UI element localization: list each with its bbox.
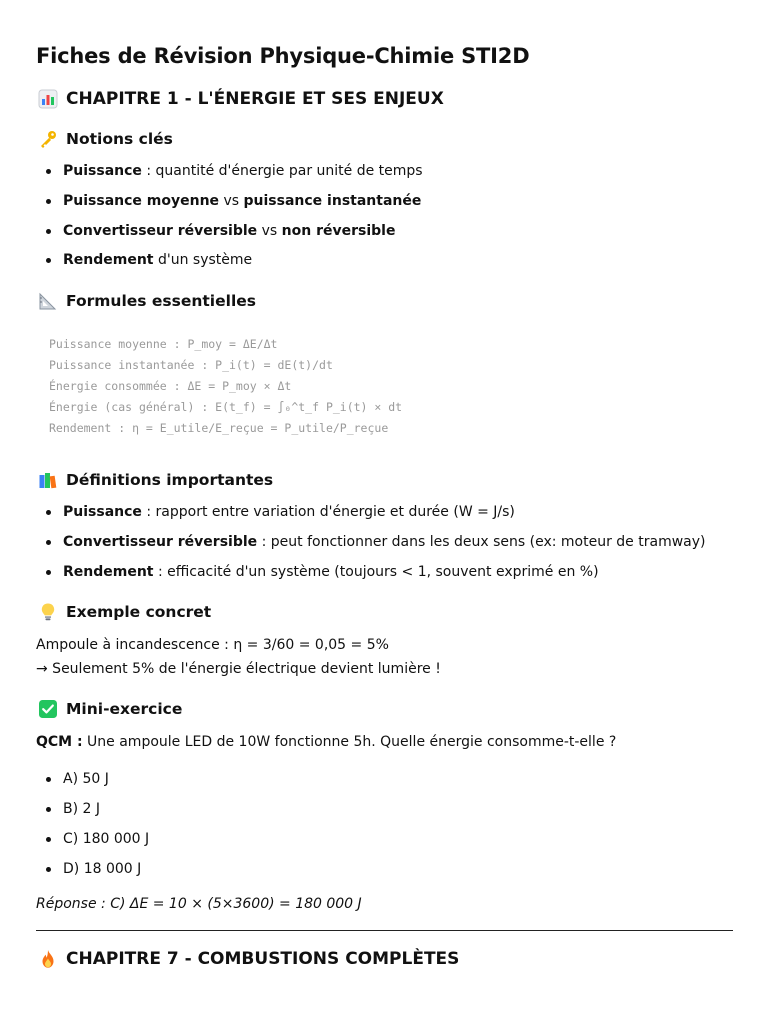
notion-text: : quantité d'énergie par unité de temps bbox=[141, 163, 423, 179]
definition-text: : peut fonctionner dans les deux sens (ex: moteur de tramway) bbox=[257, 534, 706, 550]
document-title: Fiches de Révision Physique-Chimie STI2D bbox=[36, 44, 530, 68]
qcm-question bbox=[36, 732, 616, 752]
list-item bbox=[36, 502, 705, 522]
list-item bbox=[36, 191, 423, 211]
notion-term-2: puissance instantanée bbox=[243, 193, 422, 209]
notions-list bbox=[36, 161, 423, 270]
formulas-code-block bbox=[49, 334, 402, 439]
fire-icon bbox=[38, 949, 58, 969]
formula-line: Énergie consommée : ΔE = P_moy × Δt bbox=[49, 379, 292, 393]
qcm-option: D) 18 000 J bbox=[36, 859, 149, 879]
light-bulb-icon bbox=[38, 602, 58, 622]
example-line: Ampoule à incandescence : η = 3/60 = 0,05 = 5% bbox=[36, 637, 389, 653]
notion-text: d'un système bbox=[153, 252, 253, 268]
list-item bbox=[36, 161, 423, 181]
list-item bbox=[36, 250, 423, 270]
books-icon bbox=[38, 470, 58, 490]
definition-text: : rapport entre variation d'énergie et durée (W = J/s) bbox=[141, 504, 515, 520]
definitions-heading bbox=[38, 470, 273, 490]
notion-term: Convertisseur réversible bbox=[63, 223, 258, 239]
formules-heading-label: Formules essentielles bbox=[66, 292, 256, 310]
list-item bbox=[36, 221, 423, 241]
formula-line: Puissance moyenne : P_moy = ΔE/Δt bbox=[49, 337, 278, 351]
notions-heading-label: Notions clés bbox=[66, 130, 173, 148]
formula-line: Rendement : η = E_utile/E_reçue = P_utile/P_reçue bbox=[49, 421, 389, 435]
qcm-answer: Réponse : C) ΔE = 10 × (5×3600) = 180 000 J bbox=[36, 896, 362, 912]
definitions-heading-label: Définitions importantes bbox=[66, 471, 274, 489]
definitions-list bbox=[36, 502, 705, 582]
definition-text: : efficacité d'un système (toujours < 1, souvent exprimé en %) bbox=[153, 564, 599, 580]
qcm-option: A) 50 J bbox=[36, 769, 149, 789]
triangular-ruler-icon bbox=[38, 291, 58, 311]
chapter-1-title: CHAPITRE 1 - L'ÉNERGIE ET SES ENJEUX bbox=[66, 89, 444, 109]
example-conclusion: → Seulement 5% de l'énergie électrique devient lumière ! bbox=[36, 661, 441, 677]
exercice-heading bbox=[38, 699, 182, 719]
qcm-label: QCM : bbox=[36, 734, 83, 750]
list-item bbox=[36, 562, 705, 582]
notion-term: Puissance bbox=[63, 163, 142, 179]
qcm-option: C) 180 000 J bbox=[36, 829, 149, 849]
notions-heading bbox=[38, 129, 173, 149]
exemple-heading-label: Exemple concret bbox=[66, 603, 212, 621]
notion-text: vs bbox=[257, 223, 282, 239]
notion-text: vs bbox=[219, 193, 244, 209]
check-mark-button-icon bbox=[38, 699, 58, 719]
notion-term: Rendement bbox=[63, 252, 154, 268]
definition-term: Convertisseur réversible bbox=[63, 534, 258, 550]
formula-line: Énergie (cas général) : E(t_f) = ∫₀^t_f P_i(t) × dt bbox=[49, 400, 403, 414]
chapter-7-title: CHAPITRE 7 - COMBUSTIONS COMPLÈTES bbox=[66, 949, 460, 969]
bar-chart-icon bbox=[38, 89, 58, 109]
list-item bbox=[36, 532, 705, 552]
qcm-option: B) 2 J bbox=[36, 799, 149, 819]
key-icon bbox=[38, 129, 58, 149]
chapter-7-heading bbox=[38, 949, 459, 969]
definition-term: Rendement bbox=[63, 564, 154, 580]
chapter-1-heading bbox=[38, 89, 444, 109]
qcm-question-text: Une ampoule LED de 10W fonctionne 5h. Quelle énergie consomme-t-elle ? bbox=[82, 734, 617, 750]
qcm-options-list bbox=[36, 769, 149, 879]
section-divider bbox=[36, 930, 733, 931]
exercice-heading-label: Mini-exercice bbox=[66, 700, 183, 718]
formula-line: Puissance instantanée : P_i(t) = dE(t)/dt bbox=[49, 358, 333, 372]
formules-heading bbox=[38, 291, 256, 311]
notion-term: Puissance moyenne bbox=[63, 193, 220, 209]
definition-term: Puissance bbox=[63, 504, 142, 520]
exemple-heading bbox=[38, 602, 211, 622]
notion-term-2: non réversible bbox=[281, 223, 396, 239]
